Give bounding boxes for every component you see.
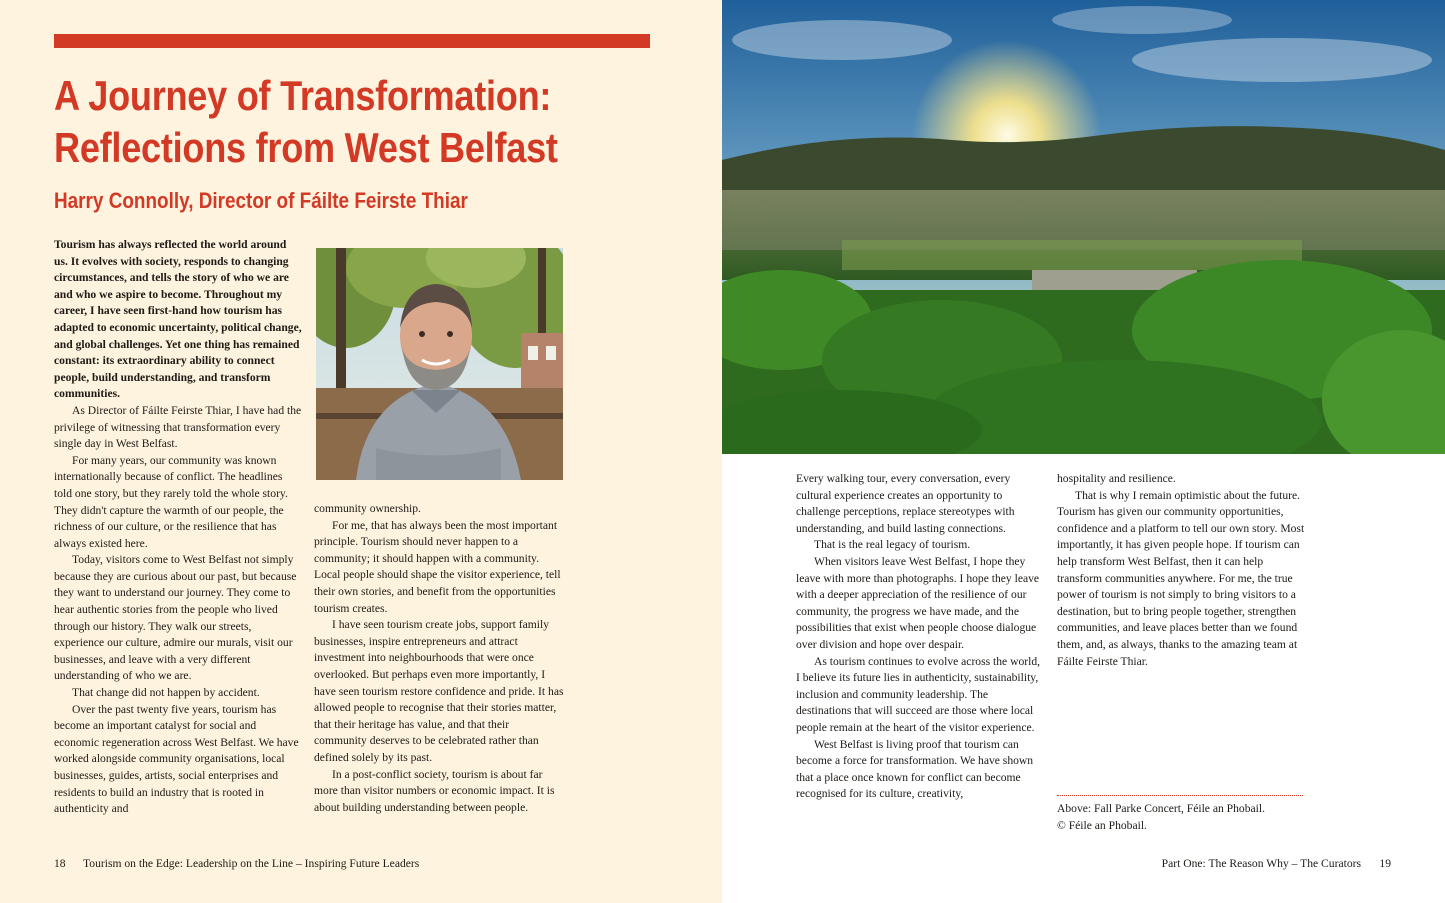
paragraph: community ownership. [314, 502, 421, 515]
caption-divider [1057, 795, 1303, 796]
text-column-4 [1057, 471, 1305, 670]
running-footer-left: Tourism on the Edge: Leadership on the Line – Inspiring Future Leaders [83, 857, 420, 870]
paragraph: When visitors leave West Belfast, I hope they leave with more than photographs. I hope they leave with a deeper appreciation of the resilience of our community, the progress we have made, and the possibilities that exist when people choose dialogue over division and hope over despair. [796, 554, 1040, 651]
title-line-2: Reflections from West Belfast [54, 124, 558, 171]
landscape-photo [722, 0, 1445, 454]
paragraph: That change did not happen by accident. [72, 686, 260, 700]
page-number-left: 18 [54, 857, 66, 870]
paragraph: West Belfast is living proof that tourism can become a force for transformation. We have shown that a place once known for conflict can become recognised for its culture, creativity, [796, 737, 1034, 801]
accent-bar [54, 34, 650, 48]
paragraph: I have seen tourism create jobs, support family businesses, inspire entrepreneurs and attract investment into neighbourhoods that were once overlooked. But perhaps even more importantly, I have seen tourism restore confidence and pride. It has allowed people to recognise that their stories matter, that their heritage has value, and that their community deserves to be celebrated rather than defined solely by its past. [314, 618, 564, 764]
paragraph: Every walking tour, every conversation, every cultural experience creates an opportunity to challenge perceptions, replace stereotypes with understanding, and build lasting connections. [796, 472, 1015, 535]
paragraph: That is why I remain optimistic about the future. Tourism has given our community opportunities, confidence and a platform to tell our own story. Most importantly, it has given people hope. If tourism can help transform West Belfast, then it can help transform communities anywhere. For me, the true power of tourism is not simply to bring visitors to a destination, but to bring people together, strengthen communities, and leave places better than we found them, and, as always, thanks to the amazing team at Fáilte Feirste Thiar. [1057, 488, 1305, 668]
paragraph: For me, that has always been the most important principle. Tourism should never happen to a community; it should happen with a community. Local people should shape the visitor experience, tell their own stories, and benefit from the opportunities tourism creates. [314, 518, 561, 615]
paragraph: Today, visitors come to West Belfast not simply because they are curious about our past, but because they want to understand our journey. They come to hear authentic stories from the people who lived through our history. They walk our streets, experience our culture, admire our murals, visit our businesses, and leave with a very different understanding of who we are. [54, 553, 297, 683]
text-column-3 [796, 471, 1044, 803]
paragraph: For many years, our community was known internationally because of conflict. The headlines told one story, but they rarely told the whole story. They didn't capture the warmth of our people, the richness of our culture, or the resilience that has always existed here. [54, 453, 288, 550]
paragraph: hospitality and resilience. [1057, 472, 1176, 485]
portrait-photo [316, 248, 563, 480]
paragraph: As tourism continues to evolve across the world, I believe its future lies in authenticity, sustainability, inclusion and community leadership. The destinations that will succeed are those where local people remain at the heart of the visitor experience. [796, 654, 1041, 734]
caption-line-2: © Féile an Phobail. [1057, 818, 1147, 832]
title-line-1: A Journey of Transformation: [54, 72, 552, 119]
lead-paragraph: Tourism has always reflected the world around us. It evolves with society, responds to changing circumstances, and tells the story of who we are and who we aspire to become. Throughout my career, I have seen first-hand how tourism has adapted to economic uncertainty, political change, and global challenges. Yet one thing has remained constant: its extraordinary ability to connect people, build understanding, and transform communities. [54, 238, 302, 401]
text-column-2 [314, 501, 564, 816]
page-number-right: 19 [1379, 857, 1391, 870]
paragraph: In a post-conflict society, tourism is about far more than visitor numbers or economic impact. It is about building understanding between people. [314, 767, 555, 814]
text-column-1 [54, 237, 302, 818]
article-title [54, 70, 587, 174]
photo-caption [1057, 801, 1307, 834]
paragraph: As Director of Fáilte Feirste Thiar, I have had the privilege of witnessing that transformation every single day in West Belfast. [54, 403, 302, 451]
caption-line-1: Above: Fall Parke Concert, Féile an Phobail. [1057, 802, 1266, 815]
article-byline: Harry Connolly, Director of Fáilte Feirste Thiar [54, 188, 468, 213]
paragraph: That is the real legacy of tourism. [814, 538, 971, 552]
running-footer-right: Part One: The Reason Why – The Curators [1161, 857, 1361, 870]
left-page [0, 0, 722, 903]
paragraph: Over the past twenty five years, tourism has become an important catalyst for social and economic regeneration across West Belfast. We have worked alongside community organisations, local businesses, guides, artists, social enterprises and residents to build an industry that is rooted in authenticity and [54, 702, 299, 816]
